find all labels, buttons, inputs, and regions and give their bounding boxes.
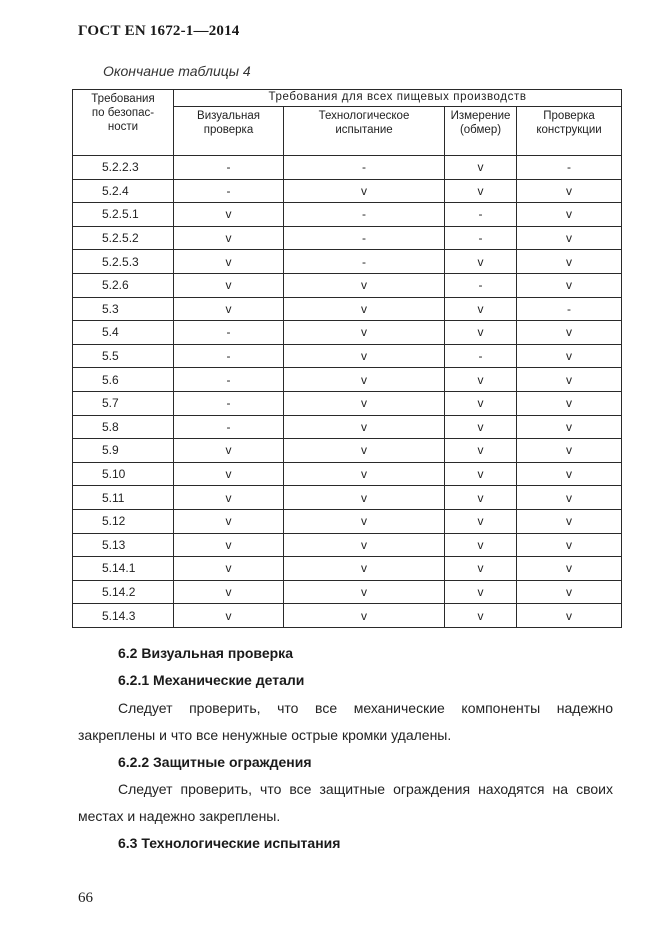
table-row [73, 203, 622, 227]
check-cell: v [517, 462, 622, 486]
table-row [73, 486, 622, 510]
check-cell: v [284, 391, 445, 415]
check-cell: v [174, 439, 284, 463]
check-cell: v [174, 557, 284, 581]
check-cell: v [517, 486, 622, 510]
clause-cell: 5.11 [73, 486, 174, 510]
document-header: ГОСТ EN 1672-1—2014 [78, 23, 240, 39]
check-cell: - [174, 156, 284, 180]
check-cell: v [517, 344, 622, 368]
check-cell: - [445, 203, 517, 227]
check-cell: v [284, 368, 445, 392]
check-cell: - [174, 321, 284, 345]
check-cell: v [174, 486, 284, 510]
check-cell: v [174, 297, 284, 321]
check-cell: v [284, 533, 445, 557]
table-row [73, 415, 622, 439]
check-cell: - [517, 297, 622, 321]
clause-cell: 5.5 [73, 344, 174, 368]
clause-cell: 5.7 [73, 391, 174, 415]
check-cell: - [284, 250, 445, 274]
clause-cell: 5.2.6 [73, 273, 174, 297]
check-cell: v [517, 250, 622, 274]
header-safety-requirements [73, 90, 174, 156]
check-cell: v [174, 604, 284, 628]
clause-cell: 5.9 [73, 439, 174, 463]
check-cell: v [284, 580, 445, 604]
header-safety-requirements-label: Требования по безопас- ности [91, 93, 155, 133]
check-cell: - [517, 156, 622, 180]
table-row [73, 557, 622, 581]
header-process-test: Технологическое испытание [284, 107, 445, 156]
check-cell: - [174, 344, 284, 368]
clause-cell: 5.2.5.3 [73, 250, 174, 274]
check-cell: v [445, 462, 517, 486]
check-cell: v [517, 321, 622, 345]
check-cell: - [445, 344, 517, 368]
table-row [73, 368, 622, 392]
check-cell: v [284, 415, 445, 439]
clause-cell: 5.2.5.1 [73, 203, 174, 227]
check-cell: - [445, 226, 517, 250]
section-heading-6-2: 6.2 Визуальная проверка [118, 645, 293, 661]
check-cell: v [445, 179, 517, 203]
header-visual-check: Визуальная проверка [174, 107, 284, 156]
check-cell: v [445, 368, 517, 392]
check-cell: v [445, 604, 517, 628]
check-cell: v [284, 509, 445, 533]
table-row [73, 297, 622, 321]
check-cell: v [517, 509, 622, 533]
check-cell: v [284, 344, 445, 368]
table-row [73, 156, 622, 180]
check-cell: v [284, 321, 445, 345]
check-cell: - [174, 368, 284, 392]
check-cell: - [174, 391, 284, 415]
check-cell: v [174, 203, 284, 227]
check-cell: v [174, 273, 284, 297]
table-row [73, 321, 622, 345]
check-cell: v [284, 486, 445, 510]
clause-cell: 5.6 [73, 368, 174, 392]
check-cell: v [284, 557, 445, 581]
check-cell: v [445, 580, 517, 604]
header-all-food-production: Требования для всех пищевых производств [174, 90, 622, 107]
table-caption: Окончание таблицы 4 [103, 63, 251, 79]
check-cell: v [517, 391, 622, 415]
check-cell: v [445, 321, 517, 345]
clause-cell: 5.14.2 [73, 580, 174, 604]
check-cell: v [174, 509, 284, 533]
check-cell: v [517, 533, 622, 557]
check-cell: v [445, 297, 517, 321]
check-cell: v [445, 415, 517, 439]
clause-cell: 5.14.1 [73, 557, 174, 581]
check-cell: v [517, 604, 622, 628]
table-row [73, 462, 622, 486]
check-cell: v [174, 533, 284, 557]
page-number: 66 [78, 890, 93, 906]
section-heading-6-3: 6.3 Технологические испытания [118, 835, 341, 851]
clause-cell: 5.2.5.2 [73, 226, 174, 250]
check-cell: v [517, 580, 622, 604]
requirements-table [72, 89, 622, 628]
check-cell: - [284, 156, 445, 180]
clause-cell: 5.8 [73, 415, 174, 439]
check-cell: v [517, 273, 622, 297]
check-cell: - [445, 273, 517, 297]
table-row [73, 580, 622, 604]
table-row [73, 509, 622, 533]
table-body [73, 156, 622, 628]
clause-cell: 5.4 [73, 321, 174, 345]
clause-cell: 5.2.4 [73, 179, 174, 203]
table-row [73, 439, 622, 463]
check-cell: v [445, 486, 517, 510]
paragraph-6-2-2: Следует проверить, что все защитные ограждения находятся на своих местах и надежно закреплены. [78, 781, 613, 824]
clause-cell: 5.2.2.3 [73, 156, 174, 180]
check-cell: - [174, 179, 284, 203]
check-cell: v [284, 604, 445, 628]
paragraph-6-2-1: Следует проверить, что все механические компоненты надежно закреплены и что все ненужные острые кромки удалены. [78, 700, 613, 743]
check-cell: v [284, 439, 445, 463]
clause-cell: 5.3 [73, 297, 174, 321]
check-cell: v [517, 179, 622, 203]
check-cell: v [517, 226, 622, 250]
check-cell: v [517, 415, 622, 439]
check-cell: - [174, 415, 284, 439]
check-cell: v [445, 156, 517, 180]
check-cell: v [445, 533, 517, 557]
check-cell: v [517, 203, 622, 227]
section-heading-6-2-2: 6.2.2 Защитные ограждения [118, 754, 312, 770]
check-cell: v [445, 509, 517, 533]
clause-cell: 5.12 [73, 509, 174, 533]
check-cell: v [174, 226, 284, 250]
check-cell: v [445, 439, 517, 463]
check-cell: v [517, 557, 622, 581]
check-cell: v [174, 580, 284, 604]
check-cell: v [284, 273, 445, 297]
table-row [73, 179, 622, 203]
check-cell: - [284, 226, 445, 250]
table-row [73, 604, 622, 628]
check-cell: v [284, 297, 445, 321]
check-cell: v [517, 368, 622, 392]
clause-cell: 5.10 [73, 462, 174, 486]
check-cell: v [517, 439, 622, 463]
table-row [73, 344, 622, 368]
check-cell: - [284, 203, 445, 227]
table-row [73, 226, 622, 250]
clause-cell: 5.14.3 [73, 604, 174, 628]
check-cell: v [445, 391, 517, 415]
table-row [73, 391, 622, 415]
table-row [73, 273, 622, 297]
check-cell: v [445, 250, 517, 274]
clause-cell: 5.13 [73, 533, 174, 557]
check-cell: v [174, 250, 284, 274]
check-cell: v [445, 557, 517, 581]
check-cell: v [174, 462, 284, 486]
table-row [73, 250, 622, 274]
check-cell: v [284, 462, 445, 486]
section-heading-6-2-1: 6.2.1 Механические детали [118, 672, 305, 688]
header-measurement: Измерение (обмер) [445, 107, 517, 156]
check-cell: v [284, 179, 445, 203]
table-row [73, 533, 622, 557]
header-design-check: Проверка конструкции [517, 107, 622, 156]
